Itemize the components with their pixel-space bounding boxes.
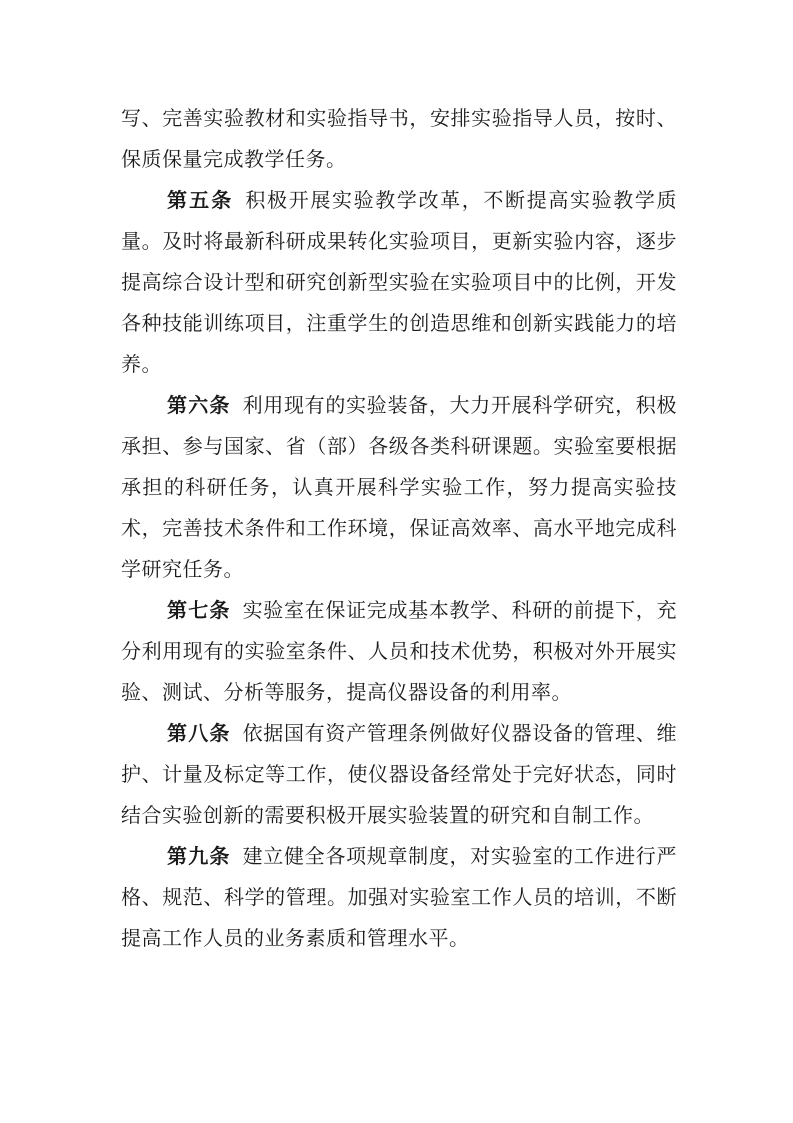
paragraph-continuation [121, 98, 677, 180]
article-number: 第七条 [167, 598, 231, 622]
article-number: 第九条 [167, 844, 231, 868]
article-number: 第八条 [167, 721, 231, 745]
article-text: 建立健全各项规章制度，对实验室的工作进行严格、规范、科学的管理。加强对实验室工作人员的培训，不断提高工作人员的业务素质和管理水平。 [121, 844, 678, 950]
article-9 [121, 836, 677, 959]
article-text: 利用现有的实验装备，大力开展科学研究，积极承担、参与国家、省（部）各级各类科研课题。实验室要根据承担的科研任务，认真开展科学实验工作，努力提高实验技术，完善技术条件和工作环境，保证高效率、高水平地完成科学研究任务。 [121, 393, 678, 581]
article-7 [121, 590, 677, 713]
article-text: 积极开展实验教学改革，不断提高实验教学质量。及时将最新科研成果转化实验项目，更新实验内容，逐步提高综合设计型和研究创新型实验在实验项目中的比例，开发各种技能训练项目，注重学生的创造思维和创新实践能力的培养。 [121, 188, 678, 376]
paragraph-text: 写、完善实验教材和实验指导书，安排实验指导人员，按时、保质保量完成教学任务。 [121, 106, 677, 171]
article-8 [121, 713, 677, 836]
document-body [121, 98, 677, 959]
article-number: 第五条 [167, 188, 234, 212]
article-text: 依据国有资产管理条例做好仪器设备的管理、维护、计量及标定等工作，使仪器设备经常处于完好状态，同时结合实验创新的需要积极开展实验装置的研究和自制工作。 [121, 721, 678, 827]
article-6 [121, 385, 677, 590]
article-text: 实验室在保证完成基本教学、科研的前提下，充分利用现有的实验室条件、人员和技术优势，积极对外开展实验、测试、分析等服务，提高仪器设备的利用率。 [121, 598, 678, 704]
article-5 [121, 180, 677, 385]
article-number: 第六条 [167, 393, 231, 417]
